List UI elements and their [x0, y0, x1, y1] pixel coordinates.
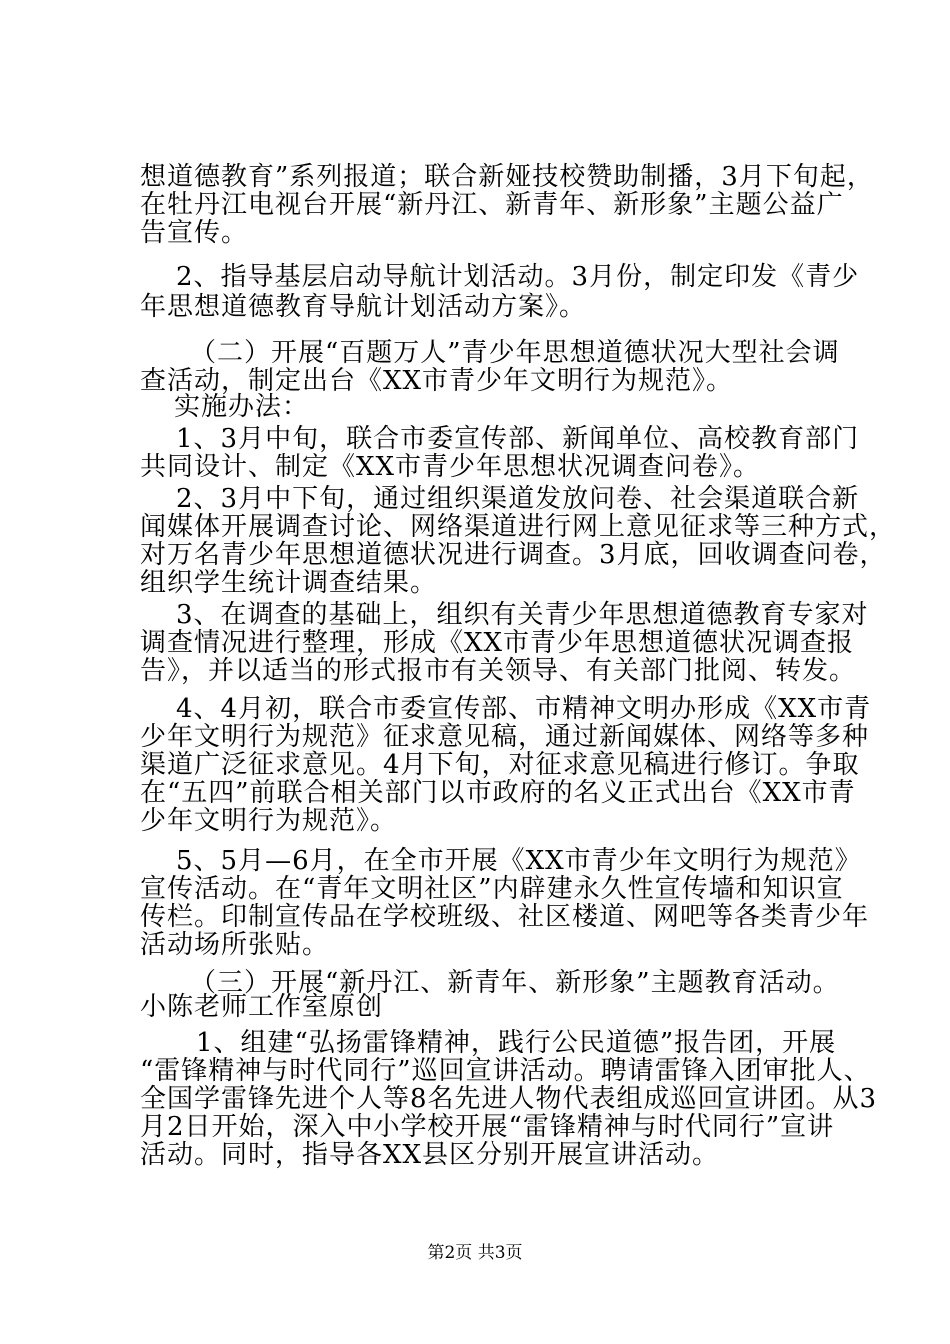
text-line: 5、5月—6月，在全市开展《XX市青少年文明行为规范》	[176, 846, 862, 876]
text-line: 实施办法：	[174, 392, 310, 422]
text-line: 宣传活动。在“青年文明社区”内辟建永久性宣传墙和知识宣	[140, 874, 844, 904]
text-line: 对万名青少年思想道德状况进行调查。3月底，回收调查问卷，	[140, 540, 887, 570]
text-line: “雷锋精神与时代同行”巡回宣讲活动。聘请雷锋入团审批人、	[140, 1056, 871, 1086]
text-line: （三）开展“新丹江、新青年、新形象”主题教育活动。	[190, 968, 840, 998]
text-line: 3、在调查的基础上，组织有关青少年思想道德教育专家对	[176, 600, 869, 630]
text-line: 年思想道德教育导航计划活动方案》。	[140, 292, 587, 322]
text-line: 活动。同时，指导各XX县区分别开展宣讲活动。	[140, 1140, 720, 1170]
text-line: 1、组建“弘扬雷锋精神，践行公民道德”报告团，开展	[196, 1028, 837, 1058]
text-line: 告》，并以适当的形式报市有关领导、有关部门批阅、转发。	[140, 656, 857, 686]
text-line: 活动场所张贴。	[140, 930, 330, 960]
text-line: 传栏。印制宣传品在学校班级、社区楼道、网吧等各类青少年	[140, 902, 870, 932]
text-line: 4、4月初，联合市委宣传部、市精神文明办形成《XX市青	[176, 694, 872, 724]
text-line: 调查情况进行整理，形成《XX市青少年思想道德状况调查报	[140, 628, 855, 658]
text-line: 在牡丹江电视台开展“新丹江、新青年、新形象”主题公益广	[140, 190, 844, 220]
text-line: 小陈老师工作室原创	[140, 992, 384, 1022]
text-line: 2、3月中下旬，通过组织渠道发放问卷、社会渠道联合新	[176, 484, 860, 514]
text-line: 1、3月中旬，联合市委宣传部、新闻单位、高校教育部门	[176, 424, 860, 454]
text-line: 告宣传。	[140, 218, 249, 248]
text-line: 查活动，制定出台《XX市青少年文明行为规范》。	[140, 366, 734, 396]
text-line: 2、指导基层启动导航计划活动。3月份，制定印发《青少	[176, 262, 860, 292]
text-line: 组织学生统计调查结果。	[140, 568, 438, 598]
text-line: （二）开展“百题万人”青少年思想道德状况大型社会调	[190, 338, 840, 368]
text-line: 想道德教育”系列报道；联合新娅技校赞助制播，3月下旬起，	[140, 162, 874, 192]
text-line: 少年文明行为规范》征求意见稿，通过新闻媒体、网络等多种	[140, 722, 870, 752]
text-line: 共同设计、制定《XX市青少年思想状况调查问卷》。	[140, 452, 761, 482]
text-line: 在“五四”前联合相关部门以市政府的名义正式出台《XX市青	[140, 778, 856, 808]
text-line: 闻媒体开展调查讨论、网络渠道进行网上意见征求等三种方式，	[140, 512, 897, 542]
text-line: 渠道广泛征求意见。4月下旬，对征求意见稿进行修订。争取	[140, 750, 860, 780]
text-line: 全国学雷锋先进个人等8名先进人物代表组成巡回宣讲团。从3	[140, 1084, 878, 1114]
page-footer: 第2页 共3页	[427, 1243, 523, 1263]
text-line: 少年文明行为规范》。	[140, 806, 398, 836]
text-line: 月2日开始，深入中小学校开展“雷锋精神与时代同行”宣讲	[140, 1112, 835, 1142]
